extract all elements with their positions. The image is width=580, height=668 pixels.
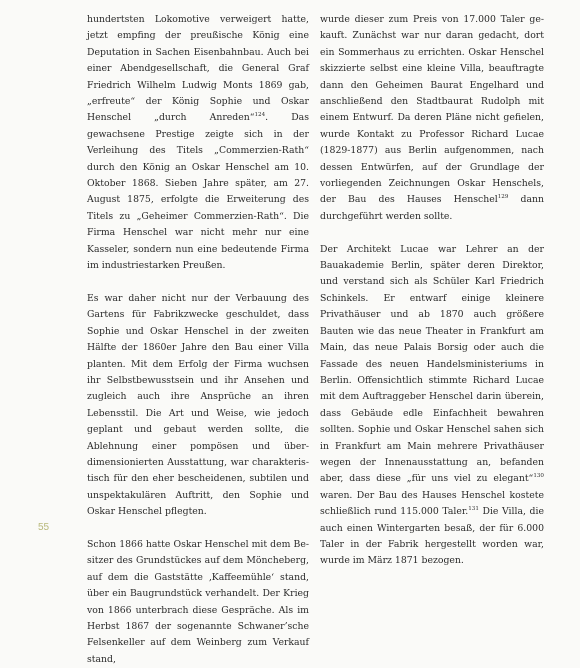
- paragraph: [320, 12, 544, 225]
- footnote-marker: 124: [254, 112, 266, 119]
- text-run: . Das gewachsene Prestige zeigte sich in der Verleihung des Titels „Commerzien-Rath“ durch den König an Oskar Henschel am 10. Oktober 1868. Sieben Jahre später, am 27. August 1875, erfolgte die Erweiterung des Titels zu „Geheimer Commerzien-Rath“. Die Firma Henschel war nicht mehr nur eine Kasseler, sondern nun eine bedeutende Firma im industriestarken Preußen.: [87, 112, 309, 272]
- text-run: Die Villa, die auch einen Wintergarten besaß, der für 6.000 Taler in der Fabrik hergestellt worden war, wurde im März 1871 bezogen.: [320, 506, 544, 567]
- text-run: dann durchgeführt werden sollte.: [320, 194, 544, 222]
- footnote-marker: 130: [533, 473, 544, 480]
- right-text-column: [320, 12, 544, 570]
- page-number: 55: [38, 522, 50, 533]
- text-run: wurde dieser zum Preis von 17.000 Taler gekauft. Zunächst war nur daran gedacht, dort ein Sommerhaus zu errichten. Oskar Henschel skizzierte selbst eine kleine Villa, beauftragte dann den Geheimen Baurat Engelhard und anschließend den Stadtbaurat Rudolph mit einem Entwurf. Da deren Pläne nicht gefielen, wurde Kontakt zu Professor Richard Lucae (1829-1877) aus Berlin aufgenommen, nach dessen Entwürfen, auf der Grundlage der vorliegenden Zeichnungen Oskar Henschels, der Bau des Hauses Henschel: [320, 14, 544, 206]
- text-run: waren. Der Bau des Hauses Henschel kostete schließlich rund 115.000 Taler.: [320, 489, 544, 518]
- left-text-column: [87, 12, 309, 668]
- text-run: Es war daher nicht nur der Verbauung des Gartens für Fabrikzwecke geschuldet, dass Sophie und Oskar Henschel in der zweiten Hälfte der 1860er Jahre den Bau einer Villa planten. Mit dem Erfolg der Firma wuchsen ihr Selbstbewusstsein und ihr Ansehen und zugleich auch ihre Ansprüche an ihren Lebensstil. Die Art und Weise, wie jedoch geplant und gebaut werden sollte, die Ablehnung einer pompösen und überdimensionierten Ausstattung, war charakteristisch für den eher bescheidenen, subtilen und unspektakulären Auftritt, den Sophie und Oskar Henschel pflegten.: [87, 292, 309, 518]
- paragraph: [87, 291, 309, 521]
- text-run: Schon 1866 hatte Oskar Henschel mit dem Besitzer des Grundstückes auf dem Möncheberg, auf dem die Gaststätte ‚Kaffeemühle‘ stand, über ein Baugrundstück verhandelt. Der Krieg von 1866 unterbrach diese Gespräche. Als im Herbst 1867 der sogenannte Schwaner’sche Felsenkeller auf dem Weinberg zum Verkauf stand,: [87, 538, 309, 665]
- paragraph: [87, 12, 309, 275]
- footnote-marker: 129: [497, 194, 509, 201]
- paragraph: [87, 537, 309, 668]
- paragraph: [320, 242, 544, 570]
- text-run: hundertsten Lokomotive verweigert hatte, jetzt empfing der preußische König eine Deputation in Sachen Eisenbahnbau. Auch bei einer Abendgesellschaft, die General Graf Friedrich Wilhelm Ludwig Monts 1869 gab, „erfreute“ der König Sophie und Oskar Henschel „durch Anreden“: [87, 14, 309, 124]
- footnote-marker: 131: [468, 506, 479, 513]
- text-run: Der Architekt Lucae war Lehrer an der Bauakademie Berlin, später deren Direktor, und verstand sich als Schüler Karl Friedrich Schinkels. Er entwarf einige kleinere Privathäuser und ab 1870 auch größere Bauten wie das neue Theater in Frankfurt am Main, das neue Palais Borsig oder auch die Fassade des neuen Handelsministeriums in Berlin. Offensichtlich stimmte Richard Lucae mit dem Auftraggeber Henschel darin überein, dass Gebäude edle Einfachheit bewahren sollten. Sophie und Oskar Henschel sahen sich in Frankfurt am Main mehrere Privathäuser wegen der Innenausstattung an, befanden aber, dass diese „für uns viel zu elegant“: [320, 243, 544, 485]
